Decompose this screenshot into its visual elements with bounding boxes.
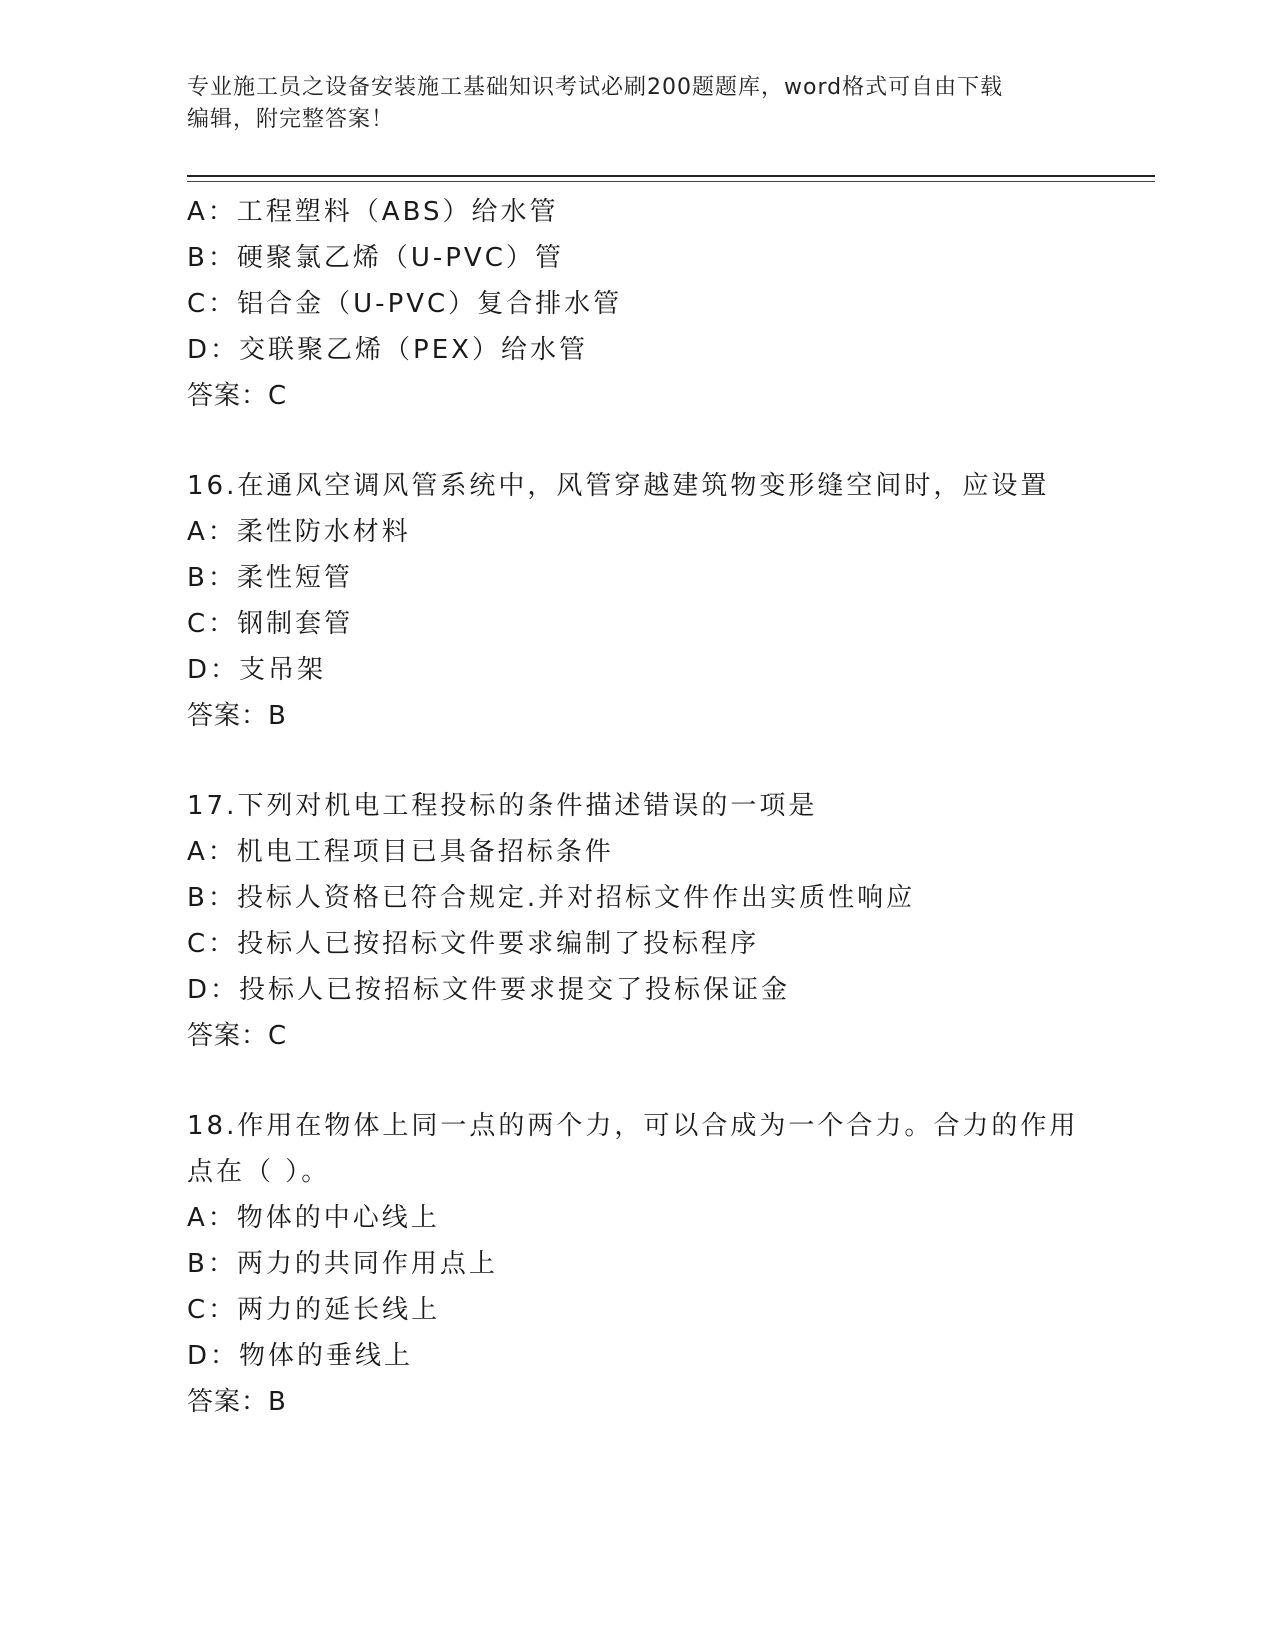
option-a: A：柔性防水材料 <box>187 517 411 547</box>
option-d: D：支吊架 <box>187 655 327 685</box>
option-d: D：投标人已按招标文件要求提交了投标保证金 <box>187 975 791 1005</box>
option-a: A：工程塑料（ABS）给水管 <box>187 197 559 227</box>
option-b: B：两力的共同作用点上 <box>187 1249 498 1279</box>
question-list <box>187 189 1147 1425</box>
question-17 <box>187 783 1147 1059</box>
document-header <box>187 72 1087 136</box>
option-d: D：交联聚乙烯（PEX）给水管 <box>187 335 588 365</box>
option-c: C：铝合金（U-PVC）复合排水管 <box>187 289 623 319</box>
option-c: C：钢制套管 <box>187 609 354 639</box>
option-a: A：物体的中心线上 <box>187 1203 440 1233</box>
answer-line: 答案：C <box>187 1021 288 1051</box>
question-16 <box>187 463 1147 739</box>
option-b: B：柔性短管 <box>187 563 353 593</box>
header-divider-thick <box>187 175 1155 177</box>
answer-line: 答案：B <box>187 701 287 731</box>
question-text: 16.在通风空调风管系统中，风管穿越建筑物变形缝空间时，应设置 <box>187 471 1050 501</box>
header-divider-thin <box>187 181 1155 182</box>
header-title-line1: 专业施工员之设备安装施工基础知识考试必刷200题题库，word格式可自由下载 <box>187 75 1004 100</box>
option-d: D：物体的垂线上 <box>187 1341 414 1371</box>
question-text: 17.下列对机电工程投标的条件描述错误的一项是 <box>187 791 818 821</box>
answer-line: 答案：C <box>187 381 288 411</box>
header-title-line2: 编辑，附完整答案！ <box>187 107 395 132</box>
option-b: B：硬聚氯乙烯（U-PVC）管 <box>187 243 564 273</box>
question-continued <box>187 189 1147 419</box>
option-c: C：两力的延长线上 <box>187 1295 441 1325</box>
question-text-line1: 18.作用在物体上同一点的两个力，可以合成为一个合力。合力的作用 <box>187 1111 1079 1141</box>
question-text-line2: 点在（ ）。 <box>187 1157 331 1187</box>
option-a: A：机电工程项目已具备招标条件 <box>187 837 614 867</box>
option-b: B：投标人资格已符合规定.并对招标文件作出实质性响应 <box>187 883 916 913</box>
answer-line: 答案：B <box>187 1387 287 1417</box>
question-18 <box>187 1103 1147 1425</box>
option-c: C：投标人已按招标文件要求编制了投标程序 <box>187 929 760 959</box>
